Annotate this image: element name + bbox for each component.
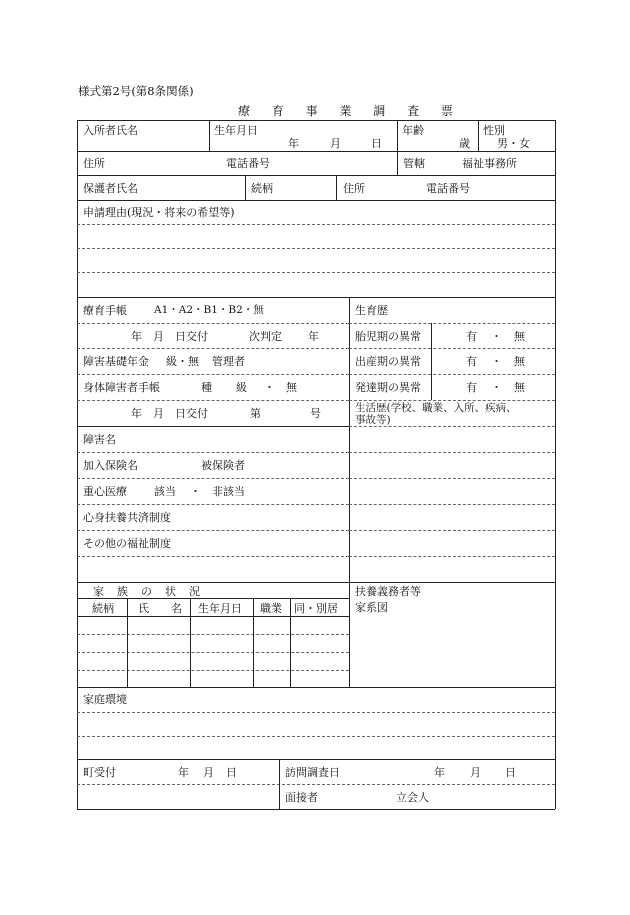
disability-name-label: 障害名 <box>83 433 116 446</box>
guardian-name-label: 保護者氏名 <box>83 182 138 195</box>
life-history-label: 生活歴(学校、職業、入所、疾病、 <box>355 402 517 414</box>
mutual-aid-label: 心身扶養共済制度 <box>83 511 171 524</box>
phone-label: 電話番号 <box>226 157 270 170</box>
techo-issued-date: 年 月 日交付 <box>131 330 208 343</box>
book-issued-date: 年 月 日交付 <box>131 407 208 420</box>
family-status-title: 家 族 の 状 況 <box>93 585 201 598</box>
family-tree-label: 家系図 <box>355 601 388 614</box>
form-title: 療 育 事 業 調 査 票 <box>238 104 462 118</box>
other-welfare-label: その他の福祉制度 <box>83 537 171 550</box>
next-check-label: 次判定 <box>249 330 282 343</box>
relation-label: 続柄 <box>251 182 273 195</box>
development-no: 無 <box>514 381 525 394</box>
sex-options: 男・女 <box>497 137 530 150</box>
application-reason-label: 申請理由(現況・将来の希望等) <box>83 206 235 219</box>
jurisdiction-label: 管轄 <box>403 157 425 170</box>
growth-history-label: 生育歴 <box>355 304 388 317</box>
disability-kind: 種 <box>201 381 212 394</box>
next-check-year-unit: 年 <box>308 330 319 343</box>
town-receipt-label: 町受付 <box>83 766 116 779</box>
fetal-dot: ・ <box>491 330 502 343</box>
insured-label: 被保険者 <box>201 459 245 472</box>
birth-day-unit: 日 <box>371 137 382 150</box>
book-number-suffix: 号 <box>310 407 321 420</box>
witness-label: 立会人 <box>396 791 429 804</box>
disability-dot: ・ <box>264 381 275 394</box>
birth-year-unit: 年 <box>288 137 299 150</box>
resident-name-label: 入所者氏名 <box>83 124 138 137</box>
form-number: 様式第2号(第8条関係) <box>78 84 194 98</box>
visit-day-unit: 日 <box>505 766 516 779</box>
interviewer-label: 面接者 <box>285 791 318 804</box>
supporter-label: 扶養義務者等 <box>355 585 421 598</box>
home-environment-label: 家庭環境 <box>83 693 127 706</box>
address-label: 住所 <box>83 157 105 170</box>
life-history-label-cont: 事故等) <box>355 414 391 426</box>
disability-grade: 級 <box>236 381 247 394</box>
birth-yes: 有 <box>466 355 477 368</box>
age-label: 年齢 <box>402 124 424 137</box>
not-applicable-option: 非該当 <box>212 485 245 498</box>
fetal-abnormality-label: 胎児期の異常 <box>355 330 421 343</box>
heavy-medical-label: 重心医療 <box>83 485 127 498</box>
family-col-cohabit: 同・別居 <box>294 602 338 615</box>
family-col-name: 氏 名 <box>138 602 182 615</box>
receipt-year-unit: 年 <box>178 766 189 779</box>
visit-date-label: 訪問調査日 <box>285 766 340 779</box>
receipt-day-unit: 日 <box>226 766 237 779</box>
development-yes: 有 <box>466 381 477 394</box>
birthdate-label: 生年月日 <box>214 124 258 137</box>
disability-none: 無 <box>286 381 297 394</box>
welfare-office-label: 福祉事務所 <box>462 157 517 170</box>
family-col-occupation: 職業 <box>260 602 282 615</box>
family-col-relation: 続柄 <box>92 602 114 615</box>
family-col-birthdate: 生年月日 <box>198 602 242 615</box>
birth-abnormality-label: 出産期の異常 <box>355 355 421 368</box>
guardian-address-label: 住所 <box>343 182 365 195</box>
development-abnormality-label: 発達期の異常 <box>355 381 421 394</box>
techo-label: 療育手帳 <box>83 304 127 317</box>
manager-label: 管理者 <box>212 355 245 368</box>
birth-dot: ・ <box>491 355 502 368</box>
visit-year-unit: 年 <box>434 766 445 779</box>
insurance-label: 加入保険名 <box>83 459 138 472</box>
disability-book-label: 身体障害者手帳 <box>83 381 160 394</box>
fetal-yes: 有 <box>466 330 477 343</box>
pension-grade: 級・無 <box>166 355 199 368</box>
book-number-prefix: 第 <box>250 407 261 420</box>
techo-grades: A1・A2・B1・B2・無 <box>154 304 264 316</box>
sex-label: 性別 <box>483 124 505 137</box>
birth-month-unit: 月 <box>330 137 341 150</box>
applicable-dot: ・ <box>190 485 201 498</box>
pension-label: 障害基礎年金 <box>83 355 149 368</box>
guardian-phone-label: 電話番号 <box>426 182 470 195</box>
age-unit: 歳 <box>459 137 470 150</box>
visit-month-unit: 月 <box>470 766 481 779</box>
development-dot: ・ <box>491 381 502 394</box>
birth-no: 無 <box>514 355 525 368</box>
receipt-month-unit: 月 <box>203 766 214 779</box>
fetal-no: 無 <box>514 330 525 343</box>
applicable-option: 該当 <box>154 485 176 498</box>
